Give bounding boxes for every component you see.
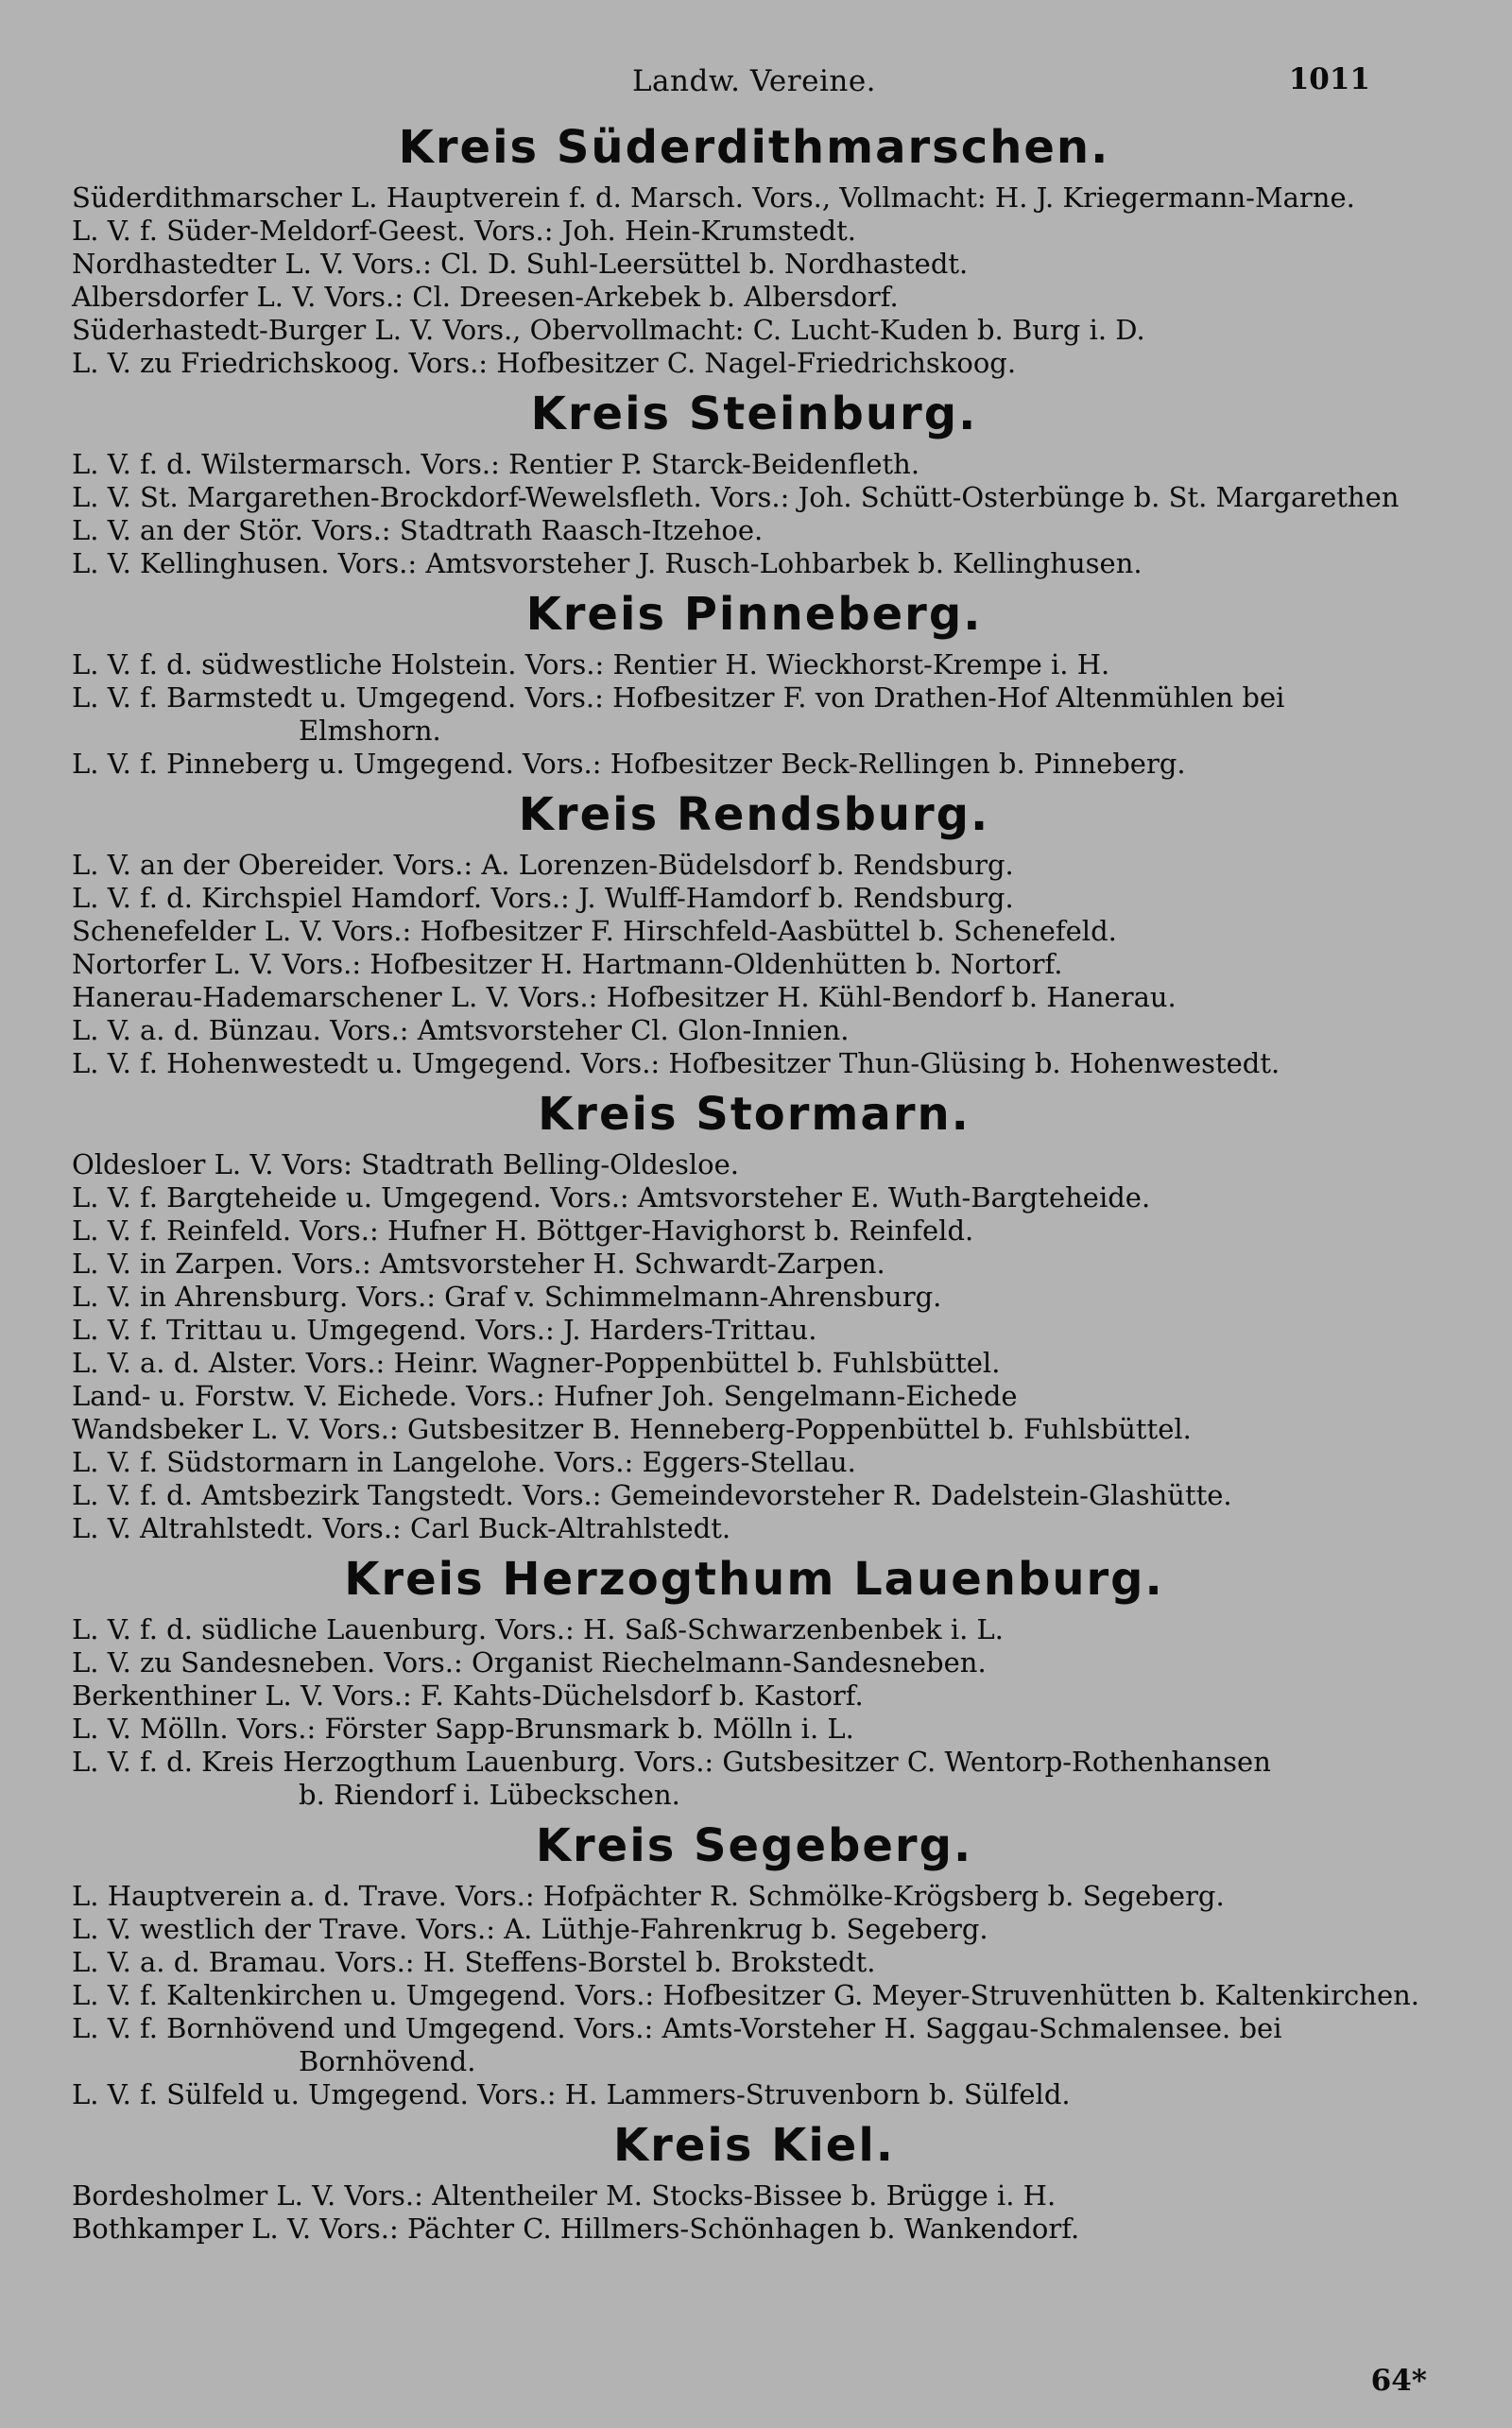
entry-text: L. V. Kellinghusen. Vors.: Amtsvorsteher J. Rusch-Lohbarbek b. Kellinghusen. (72, 547, 1143, 579)
list-item (72, 2179, 1436, 2213)
list-item (72, 2213, 1436, 2246)
list-item (72, 1679, 1436, 1713)
entry-list (72, 181, 1436, 380)
entry-text: L. V. f. d. Kreis Herzogthum Lauenburg. Vors.: Gutsbesitzer C. Wentorp-Rothenhansen (72, 1746, 1271, 1778)
entry-text: L. V. a. d. Alster. Vors.: Heinr. Wagner-Poppenbüttel b. Fuhlsbüttel. (72, 1347, 1001, 1379)
list-item (72, 1446, 1436, 1479)
entry-continuation: b. Riendorf i. Lübeckschen. (299, 1779, 680, 1811)
entry-text: L. V. f. d. südliche Lauenburg. Vors.: H. Saß-Schwarzenbenbek i. L. (72, 1613, 1005, 1645)
list-item (72, 1479, 1436, 1512)
entry-text: L. V. westlich der Trave. Vors.: A. Lüthje-Fahrenkrug b. Segeberg. (72, 1913, 988, 1945)
entry-text: Land- u. Forstw. V. Eichede. Vors.: Hufner Joh. Sengelmann-Eichede (72, 1380, 1018, 1412)
entry-text: Hanerau-Hademarschener L. V. Vors.: Hofbesitzer H. Kühl-Bendorf b. Hanerau. (72, 981, 1177, 1013)
list-item (72, 1946, 1436, 1979)
list-item (72, 181, 1436, 215)
list-item (72, 1347, 1436, 1380)
entry-text: L. V. zu Friedrichskoog. Vors.: Hofbesitzer C. Nagel-Friedrichskoog. (72, 347, 1017, 379)
entry-list (72, 648, 1436, 781)
entry-text: L. V. f. Hohenwestedt u. Umgegend. Vors.: Hofbesitzer Thun-Glüsing b. Hohenwestedt. (72, 1047, 1280, 1079)
entry-text: L. V. f. Trittau u. Umgegend. Vors.: J. Harders-Trittau. (72, 1314, 817, 1346)
list-item (72, 2012, 1436, 2078)
list-item (72, 882, 1436, 915)
list-item (72, 347, 1436, 380)
list-item (72, 2078, 1436, 2111)
entry-text: L. V. a. d. Bünzau. Vors.: Amtsvorsteher Cl. Glon-Innien. (72, 1014, 850, 1046)
entry-text: Albersdorfer L. V. Vors.: Cl. Dreesen-Arkebek b. Albersdorf. (72, 281, 899, 313)
list-item (72, 514, 1436, 547)
entry-text: L. V. a. d. Bramau. Vors.: H. Steffens-Borstel b. Brokstedt. (72, 1946, 876, 1978)
entry-text: Bordesholmer L. V. Vors.: Altentheiler M. Stocks-Bissee b. Brügge i. H. (72, 2179, 1057, 2212)
list-item (72, 948, 1436, 981)
list-item (72, 1214, 1436, 1248)
entry-text: Wandsbeker L. V. Vors.: Gutsbesitzer B. Henneberg-Poppenbüttel b. Fuhlsbüttel. (72, 1413, 1192, 1445)
section-title: Kreis Herzogthum Lauenburg. (344, 1553, 1164, 1606)
entry-text: L. V. f. Bornhövend und Umgegend. Vors.: Amts-Vorsteher H. Saggau-Schmalensee. bei (72, 2012, 1282, 2044)
list-item (72, 1281, 1436, 1314)
list-item (72, 1413, 1436, 1446)
entry-list (72, 849, 1436, 1080)
entry-text: L. V. Altrahlstedt. Vors.: Carl Buck-Altrahlstedt. (72, 1512, 731, 1544)
section-title: Kreis Rendsburg. (518, 788, 990, 841)
entry-text: L. V. f. Südstormarn in Langelohe. Vors.: Eggers-Stellau. (72, 1446, 856, 1478)
entry-text: Berkenthiner L. V. Vors.: F. Kahts-Düchelsdorf b. Kastorf. (72, 1679, 864, 1712)
list-item (72, 281, 1436, 314)
section-title: Kreis Süderdithmarschen. (398, 121, 1110, 174)
list-item (72, 915, 1436, 948)
section-title: Kreis Stormarn. (538, 1088, 971, 1141)
list-item (72, 1880, 1436, 1913)
entry-text: Süderhastedt-Burger L. V. Vors., Obervollmacht: C. Lucht-Kuden b. Burg i. D. (72, 314, 1145, 346)
entry-text: L. V. f. Kaltenkirchen u. Umgegend. Vors.: Hofbesitzer G. Meyer-Struvenhütten b. Kaltenkirchen. (72, 1979, 1420, 2011)
running-head (72, 57, 1436, 113)
page-number: 1011 (1288, 62, 1370, 96)
sections-container (72, 113, 1436, 2246)
entry-text: L. V. f. Sülfeld u. Umgegend. Vors.: H. Lammers-Struvenborn b. Sülfeld. (72, 2078, 1071, 2110)
list-item (72, 547, 1436, 580)
entry-text: L. V. f. d. Kirchspiel Hamdorf. Vors.: J. Wulff-Hamdorf b. Rendsburg. (72, 882, 1014, 914)
entry-text: L. V. St. Margarethen-Brockdorf-Wewelsfleth. Vors.: Joh. Schütt-Osterbünge b. St. Margarethen (72, 481, 1400, 513)
list-item (72, 1746, 1436, 1812)
list-item (72, 648, 1436, 681)
list-item (72, 1613, 1436, 1646)
entry-list (72, 1880, 1436, 2111)
list-item (72, 314, 1436, 347)
entry-text: L. V. Mölln. Vors.: Förster Sapp-Brunsmark b. Mölln i. L. (72, 1713, 854, 1745)
section-title: Kreis Pinneberg. (525, 588, 983, 641)
list-item (72, 1148, 1436, 1181)
entry-text: L. V. f. Süder-Meldorf-Geest. Vors.: Joh. Hein-Krumstedt. (72, 215, 856, 247)
entry-text: L. V. in Zarpen. Vors.: Amtsvorsteher H. Schwardt-Zarpen. (72, 1248, 885, 1280)
entry-text: L. V. an der Stör. Vors.: Stadtrath Raasch-Itzehoe. (72, 514, 764, 546)
entry-text: L. V. f. Reinfeld. Vors.: Hufner H. Böttger-Havighorst b. Reinfeld. (72, 1214, 974, 1247)
entry-text: Bothkamper L. V. Vors.: Pächter C. Hillmers-Schönhagen b. Wankendorf. (72, 2213, 1080, 2245)
section-title: Kreis Kiel. (612, 2119, 896, 2172)
running-title: Landw. Vereine. (631, 64, 877, 98)
list-item (72, 1646, 1436, 1679)
list-item (72, 1380, 1436, 1413)
entry-text: Schenefelder L. V. Vors.: Hofbesitzer F. Hirschfeld-Aasbüttel b. Schenefeld. (72, 915, 1117, 947)
list-item (72, 1713, 1436, 1746)
entry-list (72, 448, 1436, 580)
entry-continuation: Bornhövend. (299, 2045, 476, 2077)
entry-list (72, 2179, 1436, 2246)
entry-text: L. V. f. Bargteheide u. Umgegend. Vors.: Amtsvorsteher E. Wuth-Bargteheide. (72, 1181, 1151, 1214)
entry-text: L. V. f. d. Amtsbezirk Tangstedt. Vors.: Gemeindevorsteher R. Dadelstein-Glashütte. (72, 1479, 1232, 1511)
list-item (72, 748, 1436, 781)
section-title: Kreis Segeberg. (535, 1819, 973, 1872)
entry-text: Süderdithmarscher L. Hauptverein f. d. Marsch. Vors., Vollmacht: H. J. Kriegermann-Marne. (72, 181, 1355, 214)
entry-continuation: Elmshorn. (299, 715, 441, 747)
entry-text: L. Hauptverein a. d. Trave. Vors.: Hofpächter R. Schmölke-Krögsberg b. Segeberg. (72, 1880, 1225, 1912)
entry-list (72, 1613, 1436, 1812)
list-item (72, 248, 1436, 281)
list-item (72, 481, 1436, 514)
entry-text: L. V. f. d. Wilstermarsch. Vors.: Rentier P. Starck-Beidenfleth. (72, 448, 920, 480)
list-item (72, 1248, 1436, 1281)
entry-text: L. V. f. Pinneberg u. Umgegend. Vors.: Hofbesitzer Beck-Rellingen b. Pinneberg. (72, 748, 1186, 780)
list-item (72, 849, 1436, 882)
entry-text: L. V. zu Sandesneben. Vors.: Organist Riechelmann-Sandesneben. (72, 1646, 987, 1679)
list-item (72, 1181, 1436, 1214)
section-title: Kreis Steinburg. (530, 387, 978, 440)
list-item (72, 215, 1436, 248)
entry-list (72, 1148, 1436, 1545)
list-item (72, 1979, 1436, 2012)
list-item (72, 1314, 1436, 1347)
list-item (72, 681, 1436, 748)
list-item (72, 1512, 1436, 1545)
list-item (72, 448, 1436, 481)
list-item (72, 981, 1436, 1014)
signature-mark: 64* (1370, 2364, 1427, 2398)
entry-text: Nordhastedter L. V. Vors.: Cl. D. Suhl-Leersüttel b. Nordhastedt. (72, 248, 969, 280)
entry-text: L. V. in Ahrensburg. Vors.: Graf v. Schimmelmann-Ahrensburg. (72, 1281, 942, 1313)
list-item (72, 1913, 1436, 1946)
list-item (72, 1047, 1436, 1080)
list-item (72, 1014, 1436, 1047)
entry-text: Nortorfer L. V. Vors.: Hofbesitzer H. Hartmann-Oldenhütten b. Nortorf. (72, 948, 1063, 980)
entry-text: L. V. f. d. südwestliche Holstein. Vors.: Rentier H. Wieckhorst-Krempe i. H. (72, 648, 1110, 680)
entry-text: L. V. an der Obereider. Vors.: A. Lorenzen-Büdelsdorf b. Rendsburg. (72, 849, 1014, 881)
entry-text: L. V. f. Barmstedt u. Umgegend. Vors.: Hofbesitzer F. von Drathen-Hof Altenmühlen bei (72, 681, 1285, 714)
entry-text: Oldesloer L. V. Vors: Stadtrath Belling-Oldesloe. (72, 1148, 739, 1180)
